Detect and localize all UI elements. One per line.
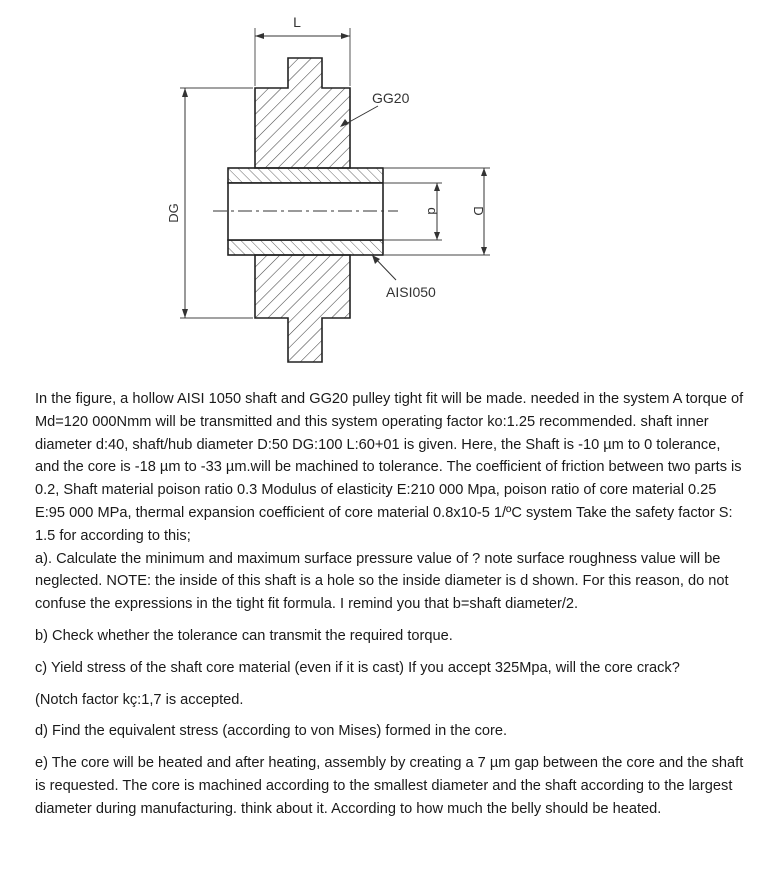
question-d: d) Find the equivalent stress (according to von Mises) formed in the core. xyxy=(35,723,508,740)
length-label: L xyxy=(293,14,301,30)
shaft-wall-upper xyxy=(228,168,383,183)
problem-intro: In the figure, a hollow AISI 1050 shaft and GG20 pulley tight fit will be made. needed in the system A torque of Md=120 000Nmm will be transmitted and this system operating factor ko:1.25 recommended. shaft inner diameter d:40, shaft/hub diameter D:50 DG:100 L:60+01 is given. Here, the Shaft is -10 µm to 0 tolerance, and the core is -18 µm to -33 µm.will be machined to tolerance. The coefficient of friction between two parts is 0.2, Shaft material poison ratio 0.3 Modulus of elasticity E:210 000 Mpa, poison ratio of core material 0.25 E:95 000 MPa, thermal expansion coefficient of core material 0.8x10-5 1/ºC system Take the safety factor S: 1.5 for according to this; xyxy=(35,391,744,544)
problem-text xyxy=(35,388,747,830)
inner-diameter-label: d xyxy=(425,207,440,215)
question-a: a). Calculate the minimum and maximum surface pressure value of ? note surface roughness value will be neglected. NOTE: the inside of this shaft is a hole so the inside diameter is d shown. For this reason, do not confuse the expressions in the tight fit formula. I remind you that b=shaft diameter/2. xyxy=(35,550,729,613)
shaft-hub-drawing xyxy=(0,0,774,380)
hub-material-label: GG20 xyxy=(372,90,410,106)
question-b: b) Check whether the tolerance can transmit the required torque. xyxy=(35,627,453,644)
shaft-diameter-label: D xyxy=(471,206,486,216)
hub-upper-section xyxy=(255,58,350,168)
question-e: e) The core will be heated and after heating, assembly by creating a 7 µm gap between the core and the shaft is requested. The core is machined according to the smallest diameter and the shaft according to the largest diameter during manufacturing. think about it. According to how much the belly should be heated. xyxy=(35,755,744,817)
hub-lower-section xyxy=(255,255,350,362)
shaft-material-label: AISI050 xyxy=(386,284,436,300)
outer-diameter-label: DG xyxy=(166,203,181,223)
notch-factor-note: (Notch factor kç:1,7 is accepted. xyxy=(35,691,244,708)
shaft-wall-lower xyxy=(228,240,383,255)
question-c: c) Yield stress of the shaft core material (even if it is cast) If you accept 325Mpa, will the core crack? xyxy=(35,659,680,676)
